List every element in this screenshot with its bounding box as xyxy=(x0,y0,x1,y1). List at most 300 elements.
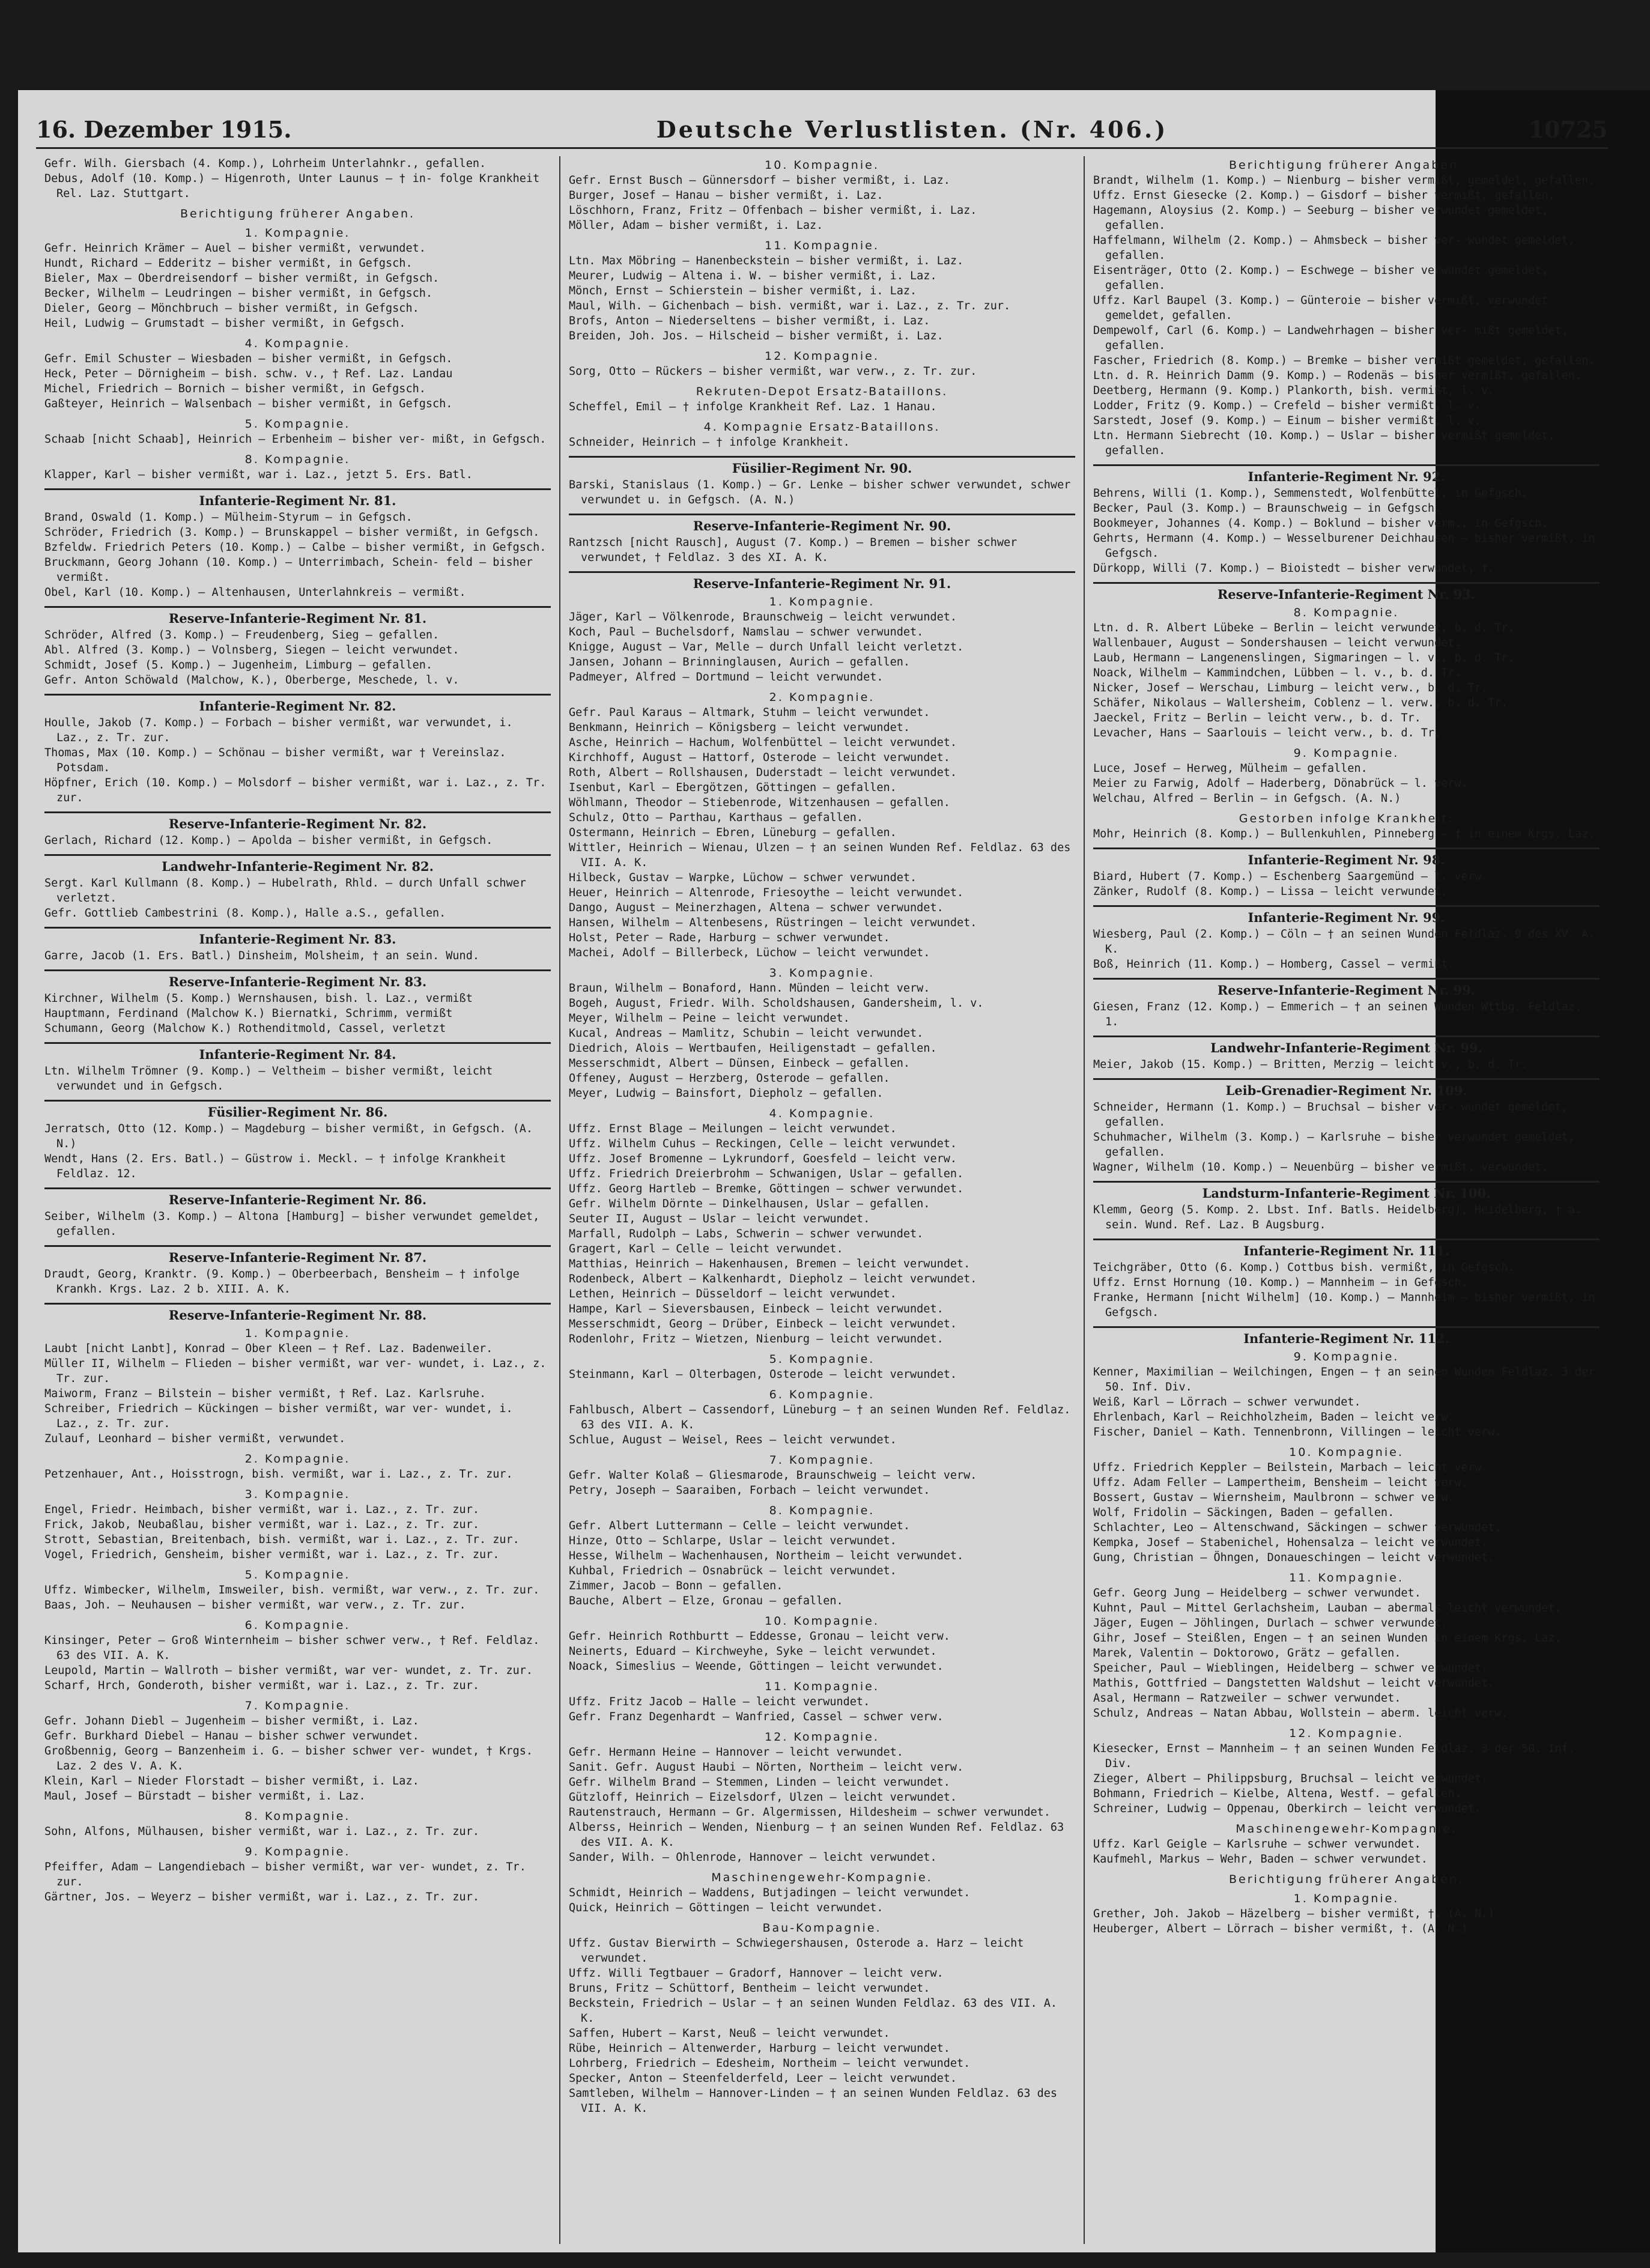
casualty-entry: Fascher, Friedrich (8. Komp.) — Bremke — bisher vermißt gemeldet, gefallen. xyxy=(1093,354,1595,367)
casualty-entry: Kenner, Maximilian — Weilchingen, Engen — † an seinen Wunden Feldlaz. 3 der 50. Inf. Div. xyxy=(1093,1366,1595,1393)
regiment-heading: Reserve-Infanterie-Regiment Nr. 86. xyxy=(44,1187,551,1209)
casualty-entry: Ltn. d. R. Heinrich Damm (9. Komp.) — Rodenäs — bisher vermißt, gefallen. xyxy=(1093,369,1582,382)
section xyxy=(1093,812,1600,841)
casualty-entry: Ehrlenbach, Karl — Reichholzheim, Baden — leicht verw. xyxy=(1093,1411,1455,1424)
casualty-entry: Koch, Paul — Buchelsdorf, Namslau — schwer verwundet. xyxy=(569,626,924,638)
casualty-entry: Dürkopp, Willi (7. Komp.) — Bioistedt — bisher verwundet, †. xyxy=(1093,562,1495,575)
casualty-entry: Dieler, Georg — Mönchbruch — bisher vermißt, in Gefgsch. xyxy=(44,302,419,315)
casualty-entry: Bossert, Gustav — Wiernsheim, Maulbronn — schwer verw. xyxy=(1093,1491,1455,1504)
casualty-entry: Gefr. Hermann Heine — Hannover — leicht verwundet. xyxy=(569,1746,903,1759)
company-subheading: 3. Kompagnie. xyxy=(244,1488,351,1501)
casualty-entry: Ltn. Hermann Siebrecht (10. Komp.) — Uslar — bisher vermißt gemeldet, gefallen. xyxy=(1093,429,1555,457)
casualty-entry: Strott, Sebastian, Breitenbach, bish. vermißt, war i. Laz., z. Tr. zur. xyxy=(44,1533,520,1546)
casualty-entry: Sander, Wilh. — Ohlenrode, Hannover — leicht verwundet. xyxy=(569,1851,937,1864)
section xyxy=(569,1353,1075,1382)
header-page-number: 10725 xyxy=(1528,115,1608,143)
casualty-entry: Bieler, Max — Oberdreisendorf — bisher vermißt, in Gefgsch. xyxy=(44,272,440,285)
casualty-entry: Bzfeldw. Friedrich Peters (10. Komp.) — Calbe — bisher vermißt, in Gefgsch. xyxy=(44,541,547,554)
regiment-heading: Infanterie-Regiment Nr. 99. xyxy=(1093,905,1600,927)
section xyxy=(569,1680,1075,1724)
casualty-entry: Hampe, Karl — Sieversbausen, Einbeck — leicht verwundet. xyxy=(569,1303,944,1315)
column-1 xyxy=(36,156,560,2244)
regiment-heading: Reserve-Infanterie-Regiment Nr. 83. xyxy=(44,969,551,991)
section xyxy=(1093,1892,1600,1936)
casualty-entry: Rodenbeck, Albert — Kalkenhardt, Diepholz — leicht verwundet. xyxy=(569,1273,977,1285)
casualty-entry: Sergt. Karl Kullmann (8. Komp.) — Hubelrath, Rhld. — durch Unfall schwer verletzt. xyxy=(44,877,526,905)
casualty-entry: Zänker, Rudolf (8. Komp.) — Lissa — leicht verwundet. xyxy=(1093,885,1448,898)
casualty-entry: Petry, Joseph — Saaraiben, Forbach — leicht verwundet. xyxy=(569,1484,930,1497)
section xyxy=(569,1504,1075,1609)
regiment-heading: Reserve-Infanterie-Regiment Nr. 91. xyxy=(569,571,1075,593)
column-2 xyxy=(560,156,1085,2244)
casualty-entry: Maiworm, Franz — Bilstein — bisher vermißt, † Ref. Laz. Karlsruhe. xyxy=(44,1387,487,1400)
casualty-entry: Ltn. Max Möbring — Hanenbeckstein — bisher vermißt, i. Laz. xyxy=(569,255,964,267)
casualty-entry: Draudt, Georg, Kranktr. (9. Komp.) — Oberbeerbach, Bensheim — † infolge Krankh. Krgs. Laz. 2 b. XIII. A. K. xyxy=(44,1268,520,1296)
casualty-entry: Weiß, Karl — Lörrach — schwer verwundet. xyxy=(1093,1396,1361,1408)
casualty-entry: Uffz. Ernst Giesecke (2. Komp.) — Gisdorf — bisher vermißt, gefallen. xyxy=(1093,189,1555,202)
casualty-entry: Bohmann, Friedrich — Kielbe, Altena, Westf. — gefallen. xyxy=(1093,1787,1461,1800)
casualty-entry: Barski, Stanislaus (1. Komp.) — Gr. Lenke — bisher schwer verwundet, schwer verwundet u. in Gefgsch. (A. N.) xyxy=(569,479,1071,506)
regiment-heading: Landwehr-Infanterie-Regiment Nr. 82. xyxy=(44,854,551,876)
casualty-entry: Lodder, Fritz (9. Komp.) — Crefeld — bisher vermißt, l. v. xyxy=(1093,399,1482,412)
casualty-entry: Houlle, Jakob (7. Komp.) — Forbach — bisher vermißt, war verwundet, i. Laz., z. Tr. zur. xyxy=(44,717,513,744)
casualty-entry: Franke, Hermann [nicht Wilhelm] (10. Komp.) — Mannheim — bisher vermißt, in Gefgsch. xyxy=(1093,1291,1595,1319)
casualty-entry: Meyer, Wilhelm — Peine — leicht verwundet. xyxy=(569,1012,850,1025)
regiment-heading: Reserve-Infanterie-Regiment Nr. 88. xyxy=(44,1303,551,1324)
section xyxy=(1093,582,1600,741)
company-subheading: 5. Kompagnie. xyxy=(244,1568,351,1581)
casualty-entry: Wittler, Heinrich — Wienau, Ulzen — † an seinen Wunden Ref. Feldlaz. 63 des VII. A. K. xyxy=(569,841,1071,869)
header-title: Deutsche Verlustlisten. (Nr. 406.) xyxy=(656,115,1168,143)
casualty-entry: Schreiber, Friedrich — Kückingen — bisher vermißt, war ver- wundet, i. Laz., z. Tr. zur. xyxy=(44,1402,513,1430)
casualty-entry: Heil, Ludwig — Grumstadt — bisher vermißt, in Gefgsch. xyxy=(44,317,406,330)
casualty-entry: Messerschmidt, Georg — Drüber, Einbeck — leicht verwundet. xyxy=(569,1318,957,1330)
casualty-entry: Maul, Wilh. — Gichenbach — bish. vermißt, war i. Laz., z. Tr. zur. xyxy=(569,300,1011,312)
casualty-entry: Kaufmehl, Markus — Wehr, Baden — schwer verwundet. xyxy=(1093,1853,1428,1866)
casualty-entry: Hesse, Wilhelm — Wachenhausen, Northeim — leicht verwundet. xyxy=(569,1550,964,1562)
casualty-entry: Offeney, August — Herzberg, Osterode — gefallen. xyxy=(569,1072,890,1085)
section xyxy=(1093,1571,1600,1721)
casualty-entry: Schaab [nicht Schaab], Heinrich — Erbenheim — bisher ver- mißt, in Gefgsch. xyxy=(44,433,547,446)
casualty-entry: Diedrich, Alois — Wertbaufen, Heiligenstadt — gefallen. xyxy=(569,1042,937,1055)
company-subheading: 6. Kompagnie. xyxy=(769,1388,875,1401)
casualty-entry: Sohn, Alfons, Mülhausen, bisher vermißt, war i. Laz., z. Tr. zur. xyxy=(44,1825,479,1838)
casualty-entry: Wöhlmann, Theodor — Stiebenrode, Witzenhausen — gefallen. xyxy=(569,796,950,809)
casualty-entry: Ostermann, Heinrich — Ebren, Lüneburg — gefallen. xyxy=(569,826,897,839)
company-subheading: 1. Kompagnie. xyxy=(1293,1892,1400,1905)
section xyxy=(569,571,1075,685)
section xyxy=(44,1452,551,1482)
casualty-entry: Speicher, Paul — Wieblingen, Heidelberg — schwer verwundet. xyxy=(1093,1662,1488,1675)
casualty-entry: Asal, Hermann — Ratzweiler — schwer verwundet. xyxy=(1093,1692,1401,1705)
regiment-heading: Füsilier-Regiment Nr. 86. xyxy=(44,1100,551,1121)
casualty-entry: Zulauf, Leonhard — bisher vermißt, verwundet. xyxy=(44,1433,346,1445)
casualty-entry: Bookmeyer, Johannes (4. Komp.) — Boklund — bisher verm., in Gefgsch. xyxy=(1093,517,1548,530)
section xyxy=(44,1568,551,1613)
section xyxy=(44,606,551,688)
casualty-entry: Baas, Joh. — Neuhausen — bisher vermißt, war verw., z. Tr. zur. xyxy=(44,1599,466,1612)
casualty-entry: Isenbut, Karl — Ebergötzen, Göttingen — gefallen. xyxy=(569,781,897,794)
casualty-entry: Behrens, Willi (1. Komp.), Semmenstedt, Wolfenbüttel, in Gefgsch. xyxy=(1093,487,1528,500)
section xyxy=(44,927,551,963)
casualty-entry: Gefr. Franz Degenhardt — Wanfried, Cassel — schwer verw. xyxy=(569,1711,944,1723)
section xyxy=(569,1454,1075,1498)
company-subheading: 4. Kompagnie. xyxy=(244,337,351,350)
casualty-entry: Uffz. Josef Bromenne — Lykrundorf, Goesfeld — leicht verw. xyxy=(569,1153,957,1165)
company-subheading: 5. Kompagnie. xyxy=(769,1353,875,1366)
casualty-entry: Saffen, Hubert — Karst, Neuß — leicht verwundet. xyxy=(569,2027,890,2040)
section xyxy=(1093,847,1600,899)
casualty-entry: Uffz. Georg Hartleb — Bremke, Göttingen — schwer verwundet. xyxy=(569,1183,964,1195)
regiment-heading: Infanterie-Regiment Nr. 92. xyxy=(1093,464,1600,486)
casualty-entry: Gefr. Walter Kolaß — Gliesmarode, Braunschweig — leicht verw. xyxy=(569,1469,977,1482)
casualty-entry: Pfeiffer, Adam — Langendiebach — bisher vermißt, war ver- wundet, z. Tr. zur. xyxy=(44,1861,526,1888)
casualty-entry: Rantzsch [nicht Rausch], August (7. Komp.) — Bremen — bisher schwer verwundet, † Feldlaz. 3 des XI. A. K. xyxy=(569,536,1018,564)
casualty-entry: Klein, Karl — Nieder Florstadt — bisher vermißt, i. Laz. xyxy=(44,1775,419,1787)
casualty-entry: Möller, Adam — bisher vermißt, i. Laz. xyxy=(569,219,823,232)
section xyxy=(44,226,551,331)
casualty-entry: Asche, Heinrich — Hachum, Wolfenbüttel — leicht verwundet. xyxy=(569,736,957,749)
casualty-entry: Jaeckel, Fritz — Berlin — leicht verw., b. d. Tr. xyxy=(1093,712,1421,724)
casualty-entry: Uffz. Friedrich Dreierbrohm — Schwanigen, Uslar — gefallen. xyxy=(569,1168,964,1180)
casualty-entry: Gaßteyer, Heinrich — Walsenbach — bisher vermißt, in Gefgsch. xyxy=(44,398,453,410)
casualty-entry: Frick, Jakob, Neubaßlau, bisher vermißt, war i. Laz., z. Tr. zur. xyxy=(44,1518,479,1531)
casualty-entry: Laubt [nicht Lanbt], Konrad — Ober Kleen — † Ref. Laz. Badenweiler. xyxy=(44,1342,493,1355)
casualty-entry: Boß, Heinrich (11. Komp.) — Homberg, Cassel — vermißt. xyxy=(1093,958,1455,971)
casualty-entry: Gefr. Wilhelm Brand — Stemmen, Linden — leicht verwundet. xyxy=(569,1776,950,1789)
casualty-entry: Hundt, Richard — Edderitz — bisher vermißt, in Gefgsch. xyxy=(44,257,413,270)
section xyxy=(569,420,1075,450)
casualty-entry: Scharf, Hrch, Gonderoth, bisher vermißt, war i. Laz., z. Tr. zur. xyxy=(44,1679,479,1692)
company-subheading: 9. Kompagnie. xyxy=(244,1845,351,1858)
casualty-entry: Schmidt, Josef (5. Komp.) — Jugenheim, Limburg — gefallen. xyxy=(44,659,433,672)
casualty-entry: Fahlbusch, Albert — Cassendorf, Lüneburg — † an seinen Wunden Ref. Feldlaz. 63 des VII. A. K. xyxy=(569,1404,1071,1431)
section xyxy=(569,1615,1075,1674)
section xyxy=(44,156,551,201)
company-subheading: 4. Kompagnie. xyxy=(769,1107,875,1120)
casualty-entry: Leupold, Martin — Wallroth — bisher vermißt, war ver- wundet, z. Tr. zur. xyxy=(44,1664,533,1677)
company-subheading: 8. Kompagnie. xyxy=(769,1504,875,1517)
casualty-entry: Petzenhauer, Ant., Hoisstrogn, bish. vermißt, war i. Laz., z. Tr. zur. xyxy=(44,1468,513,1481)
company-subheading: Bau-Kompagnie. xyxy=(762,1921,882,1935)
header-issue: (Nr. 406.) xyxy=(1019,115,1168,143)
casualty-entry: Gefr. Ernst Busch — Günnersdorf — bisher vermißt, i. Laz. xyxy=(569,174,950,187)
section xyxy=(569,1107,1075,1347)
casualty-entry: Müller II, Wilhelm — Flieden — bisher vermißt, war ver- wundet, i. Laz., z. Tr. zur. xyxy=(44,1357,547,1385)
casualty-entry: Specker, Anton — Steenfelderfeld, Leer — leicht verwundet. xyxy=(569,2072,957,2085)
casualty-entry: Meier, Jakob (15. Komp.) — Britten, Merzig — leicht v., b. d. Tr. xyxy=(1093,1058,1528,1071)
casualty-entry: Becker, Wilhelm — Leudringen — bisher vermißt, in Gefgsch. xyxy=(44,287,433,300)
casualty-entry: Gefr. Heinrich Krämer — Auel — bisher vermißt, verwundet. xyxy=(44,242,426,255)
company-subheading: Berichtigung früherer Angaben. xyxy=(1228,159,1464,172)
casualty-entry: Gefr. Paul Karaus — Altmark, Stuhm — leicht verwundet. xyxy=(569,706,930,719)
casualty-entry: Michel, Friedrich — Bornich — bisher vermißt, in Gefgsch. xyxy=(44,383,426,395)
casualty-entry: Rodenlohr, Fritz — Wietzen, Nienburg — leicht verwundet. xyxy=(569,1333,944,1345)
section xyxy=(44,417,551,447)
casualty-entry: Uffz. Ernst Hornung (10. Komp.) — Mannheim — in Gefgsch. xyxy=(1093,1276,1468,1289)
casualty-entry: Neinerts, Eduard — Kirchweyhe, Syke — leicht verwundet. xyxy=(569,1645,937,1658)
company-subheading: 9. Kompagnie. xyxy=(1293,747,1400,760)
casualty-entry: Ltn. Wilhelm Trömner (9. Komp.) — Veltheim — bisher vermißt, leicht verwundet und in Gefgsch. xyxy=(44,1065,493,1093)
casualty-entry: Wendt, Hans (2. Ers. Batl.) — Güstrow i. Meckl. — † infolge Krankheit Feldlaz. 12. xyxy=(44,1153,506,1180)
casualty-entry: Klemm, Georg (5. Komp. 2. Lbst. Inf. Batls. Heidelberg), Heidelberg, † a. sein. Wund. Ref. Laz. B Augsburg. xyxy=(1093,1204,1582,1231)
section xyxy=(569,1388,1075,1448)
casualty-entry: Gefr. Burkhard Diebel — Hanau — bisher schwer verwundet. xyxy=(44,1730,419,1742)
section xyxy=(1093,1873,1600,1886)
section xyxy=(569,1921,1075,2116)
casualty-entry: Jerratsch, Otto (12. Komp.) — Magdeburg — bisher vermißt, in Gefgsch. (A. N.) xyxy=(44,1123,533,1150)
section xyxy=(44,1699,551,1804)
regiment-heading: Reserve-Infanterie-Regiment Nr. 99. xyxy=(1093,978,1600,999)
casualty-entry: Schumann, Georg (Malchow K.) Rothenditmold, Cassel, verletzt xyxy=(44,1022,446,1035)
section xyxy=(569,239,1075,344)
casualty-entry: Alberss, Heinrich — Wenden, Nienburg — † an seinen Wunden Ref. Feldlaz. 63 des VII. A. K. xyxy=(569,1821,1064,1849)
company-subheading: 11. Kompagnie. xyxy=(765,239,879,252)
casualty-entry: Schröder, Friedrich (3. Komp.) — Brunskappel — bisher vermißt, in Gefgsch. xyxy=(44,526,540,539)
casualty-entry: Breiden, Joh. Jos. — Hilscheid — bisher vermißt, i. Laz. xyxy=(569,330,944,342)
casualty-entry: Messerschmidt, Albert — Dünsen, Einbeck — gefallen. xyxy=(569,1057,911,1070)
casualty-entry: Kempka, Josef — Stabenichel, Hohensalza — leicht verwundet. xyxy=(1093,1536,1488,1549)
casualty-entry: Giesen, Franz (12. Komp.) — Emmerich — † an seinen Wunden Wttbg. Feldlaz. 1. xyxy=(1093,1001,1582,1028)
casualty-entry: Gragert, Karl — Celle — leicht verwundet. xyxy=(569,1243,843,1255)
section xyxy=(569,514,1075,565)
casualty-entry: Brandt, Wilhelm (1. Komp.) — Nienburg — bisher vermißt, gemeldet, gefallen. xyxy=(1093,174,1595,187)
casualty-entry: Burger, Josef — Hanau — bisher vermißt, i. Laz. xyxy=(569,189,884,202)
casualty-entry: Uffz. Karl Baupel (3. Komp.) — Günteroie — bisher vermißt, verwundet gemeldet, gefallen. xyxy=(1093,294,1548,322)
casualty-entry: Matthias, Heinrich — Hakenhausen, Bremen — leicht verwundet. xyxy=(569,1258,971,1270)
casualty-entry: Hauptmann, Ferdinand (Malchow K.) Biernatki, Schrimm, vermißt xyxy=(44,1007,453,1020)
casualty-entry: Marfall, Rudolph — Labs, Schwerin — schwer verwundet. xyxy=(569,1228,924,1240)
casualty-entry: Abl. Alfred (3. Komp.) — Volnsberg, Siegen — leicht verwundet. xyxy=(44,644,460,656)
casualty-entry: Gung, Christian — Öhngen, Donaueschingen — leicht verwundet. xyxy=(1093,1551,1495,1564)
section xyxy=(44,1619,551,1693)
casualty-entry: Gefr. Heinrich Rothburtt — Eddesse, Gronau — leicht verw. xyxy=(569,1630,950,1643)
casualty-entry: Schröder, Alfred (3. Komp.) — Freudenberg, Sieg — gefallen. xyxy=(44,629,440,641)
header-date: 16. Dezember 1915. xyxy=(36,115,292,143)
casualty-entry: Gefr. Wilh. Giersbach (4. Komp.), Lohrheim Unterlahnkr., gefallen. xyxy=(44,157,487,170)
casualty-entry: Levacher, Hans — Saarlouis — leicht verw., b. d. Tr. xyxy=(1093,727,1442,739)
casualty-entry: Holst, Peter — Rade, Harburg — schwer verwundet. xyxy=(569,932,890,944)
casualty-entry: Heuberger, Albert — Lörrach — bisher vermißt, †. (A. N.) xyxy=(1093,1923,1468,1935)
casualty-entry: Fischer, Daniel — Kath. Tennenbronn, Villingen — leicht verw. xyxy=(1093,1426,1502,1439)
section xyxy=(44,854,551,921)
casualty-entry: Kiesecker, Ernst — Mannheim — † an seinen Wunden Feldlaz. 3 der 50. Inf. Div. xyxy=(1093,1742,1575,1770)
casualty-entry: Schneider, Hermann (1. Komp.) — Bruchsal — bisher ver- wundet gemeldet, gefallen. xyxy=(1093,1101,1568,1129)
section xyxy=(569,691,1075,960)
casualty-entry: Lohrberg, Friedrich — Edesheim, Northeim — leicht verwundet. xyxy=(569,2057,971,2070)
section xyxy=(1093,1078,1600,1175)
casualty-entry: Hinze, Otto — Schlarpe, Uslar — leicht verwundet. xyxy=(569,1535,897,1547)
company-subheading: Rekruten-Depot Ersatz-Bataillons. xyxy=(696,385,948,398)
section xyxy=(1093,1035,1600,1072)
casualty-entry: Uffz. Willi Tegtbauer — Gradorf, Hannover — leicht verw. xyxy=(569,1967,944,1980)
company-subheading: 2. Kompagnie. xyxy=(769,691,875,704)
casualty-entry: Jäger, Eugen — Jöhlingen, Durlach — schwer verwundet. xyxy=(1093,1617,1448,1630)
casualty-entry: Schuhmacher, Wilhelm (3. Komp.) — Karlsruhe — bisher verwundet gemeldet, gefallen. xyxy=(1093,1131,1575,1159)
casualty-entry: Gärtner, Jos. — Weyerz — bisher vermißt, war i. Laz., z. Tr. zur. xyxy=(44,1891,479,1903)
regiment-heading: Infanterie-Regiment Nr. 81. xyxy=(44,488,551,510)
company-subheading: 12. Kompagnie. xyxy=(765,1730,879,1744)
casualty-entry: Gehrts, Hermann (4. Komp.) — Wesselburener Deichhausen — bisher vermißt, in Gefgsch. xyxy=(1093,532,1595,560)
section xyxy=(44,1810,551,1839)
section xyxy=(44,1488,551,1562)
section xyxy=(44,488,551,600)
casualty-entry: Rübe, Heinrich — Altenwerder, Harburg — leicht verwundet. xyxy=(569,2042,950,2055)
section xyxy=(1093,1326,1600,1440)
casualty-entry: Mohr, Heinrich (8. Komp.) — Bullenkuhlen, Pinneberg — † in einem Krgs. Laz. xyxy=(1093,828,1595,840)
casualty-entry: Noack, Wilhelm — Kammindchen, Lübben — l. v., b. d. Tr. xyxy=(1093,667,1461,679)
casualty-entry: Bruns, Fritz — Schüttorf, Bentheim — leicht verwundet. xyxy=(569,1982,930,1995)
casualty-entry: Gihr, Josef — Steißlen, Engen — † an seinen Wunden in einem Krgs. Laz. xyxy=(1093,1632,1562,1645)
company-subheading: 10. Kompagnie. xyxy=(765,1615,879,1628)
casualty-entry: Jansen, Johann — Brinninglausen, Aurich — gefallen. xyxy=(569,656,911,669)
company-subheading: 7. Kompagnie. xyxy=(769,1454,875,1467)
casualty-entry: Heck, Peter — Dörnigheim — bish. schw. v., † Ref. Laz. Landau xyxy=(44,368,453,380)
regiment-heading: Infanterie-Regiment Nr. 82. xyxy=(44,694,551,715)
company-subheading: 11. Kompagnie. xyxy=(765,1680,879,1693)
regiment-heading: Reserve-Infanterie-Regiment Nr. 90. xyxy=(569,514,1075,535)
company-subheading: 1. Kompagnie. xyxy=(769,595,875,608)
casualty-entry: Roth, Albert — Rollshausen, Duderstadt — leicht verwundet. xyxy=(569,766,957,779)
casualty-entry: Gefr. Gottlieb Cambestrini (8. Komp.), Halle a.S., gefallen. xyxy=(44,907,446,920)
section xyxy=(44,207,551,220)
casualty-entry: Brofs, Anton — Niederseltens — bisher vermißt, i. Laz. xyxy=(569,315,930,327)
casualty-entry: Hansen, Wilhelm — Altenbesens, Rüstringen — leicht verwundet. xyxy=(569,917,977,929)
casualty-entry: Gefr. Anton Schöwald (Malchow, K.), Oberberge, Meschede, l. v. xyxy=(44,674,460,687)
casualty-entry: Bruckmann, Georg Johann (10. Komp.) — Unterrimbach, Schein- feld — bisher vermißt. xyxy=(44,556,533,584)
casualty-entry: Scheffel, Emil — † infolge Krankheit Ref. Laz. 1 Hanau. xyxy=(569,401,937,413)
casualty-entry: Ltn. d. R. Albert Lübeke — Berlin — leicht verwundet, b. d. Tr. xyxy=(1093,622,1515,634)
casualty-entry: Wallenbauer, August — Sondershausen — leicht verwundet. xyxy=(1093,637,1461,649)
company-subheading: Maschinengewehr-Kompagnie. xyxy=(1236,1822,1457,1836)
section xyxy=(569,350,1075,379)
casualty-entry: Hagemann, Aloysius (2. Komp.) — Seeburg — bisher verwundet gemeldet, gefallen. xyxy=(1093,204,1548,232)
company-subheading: 10. Kompagnie. xyxy=(765,159,879,172)
section xyxy=(44,969,551,1036)
casualty-entry: Mathis, Gottfried — Dangstetten Waldshut — leicht verwundet. xyxy=(1093,1677,1495,1690)
text-columns xyxy=(36,156,1608,2244)
casualty-entry: Wolf, Fridolin — Säckingen, Baden — gefallen. xyxy=(1093,1506,1395,1519)
casualty-entry: Rautenstrauch, Hermann — Gr. Algermissen, Hildesheim — schwer verwundet. xyxy=(569,1806,1051,1819)
company-subheading: 10. Kompagnie. xyxy=(1289,1446,1404,1459)
casualty-entry: Teichgräber, Otto (6. Komp.) Cottbus bish. vermißt, in Gefgsch. xyxy=(1093,1261,1515,1274)
casualty-entry: Wagner, Wilhelm (10. Komp.) — Neuenbürg — bisher vermißt, verwundet. xyxy=(1093,1161,1548,1174)
section xyxy=(44,1187,551,1239)
casualty-entry: Uffz. Friedrich Keppler — Beilstein, Marbach — leicht verw. xyxy=(1093,1461,1488,1474)
casualty-entry: Kirchhoff, August — Hattorf, Osterode — leicht verwundet. xyxy=(569,751,950,764)
casualty-entry: Nicker, Josef — Werschau, Limburg — leicht verw., b. d. Tr. xyxy=(1093,682,1488,694)
casualty-entry: Sorg, Otto — Rückers — bisher vermißt, war verw., z. Tr. zur. xyxy=(569,365,977,378)
section xyxy=(44,1100,551,1181)
casualty-entry: Samtleben, Wilhelm — Hannover-Linden — † an seinen Wunden Feldlaz. 63 des VII. A. K. xyxy=(569,2087,1058,2115)
company-subheading: 9. Kompagnie. xyxy=(1293,1350,1400,1363)
casualty-entry: Gefr. Georg Jung — Heidelberg — schwer verwundet. xyxy=(1093,1587,1421,1599)
section xyxy=(44,1845,551,1905)
casualty-entry: Gerlach, Richard (12. Komp.) — Apolda — bisher vermißt, in Gefgsch. xyxy=(44,834,493,847)
section xyxy=(1093,1446,1600,1565)
company-subheading: Berichtigung früherer Angaben. xyxy=(180,207,416,220)
casualty-entry: Klapper, Karl — bisher vermißt, war i. Laz., jetzt 5. Ers. Batl. xyxy=(44,468,473,481)
regiment-heading: Infanterie-Regiment Nr. 84. xyxy=(44,1042,551,1064)
section xyxy=(44,1303,551,1446)
section xyxy=(569,966,1075,1101)
regiment-heading: Reserve-Infanterie-Regiment Nr. 87. xyxy=(44,1245,551,1267)
casualty-entry: Steinmann, Karl — Olterbagen, Osterode — leicht verwundet. xyxy=(569,1368,957,1381)
company-subheading: 5. Kompagnie. xyxy=(244,417,351,431)
casualty-entry: Schulz, Otto — Parthau, Karthaus — gefallen. xyxy=(569,811,864,824)
casualty-entry: Braun, Wilhelm — Bonaford, Hann. Münden — leicht verw. xyxy=(569,982,930,995)
casualty-entry: Höpfner, Erich (10. Komp.) — Molsdorf — bisher vermißt, war i. Laz., z. Tr. zur. xyxy=(44,777,547,804)
company-subheading: 3. Kompagnie. xyxy=(769,966,875,980)
casualty-entry: Seiber, Wilhelm (3. Komp.) — Altona [Hamburg] — bisher verwundet gemeldet, gefallen. xyxy=(44,1210,540,1238)
casualty-entry: Löschhorn, Franz, Fritz — Offenbach — bisher vermißt, i. Laz. xyxy=(569,204,977,217)
casualty-entry: Uffz. Fritz Jacob — Halle — leicht verwundet. xyxy=(569,1696,870,1708)
casualty-entry: Uffz. Gustav Bierwirth — Schwiegershausen, Osterode a. Harz — leicht verwundet. xyxy=(569,1937,1024,1965)
casualty-entry: Sarstedt, Josef (9. Komp.) — Einum — bisher vermißt, l. v. xyxy=(1093,414,1482,427)
section xyxy=(44,453,551,482)
casualty-entry: Jäger, Karl — Völkenrode, Braunschweig — leicht verwundet. xyxy=(569,611,957,623)
casualty-entry: Großbennig, Georg — Banzenheim i. G. — bisher schwer ver- wundet, † Krgs. Laz. 2 des V. A. K. xyxy=(44,1745,533,1772)
regiment-heading: Infanterie-Regiment Nr. 98. xyxy=(1093,847,1600,869)
casualty-entry: Uffz. Karl Geigle — Karlsruhe — schwer verwundet. xyxy=(1093,1838,1421,1851)
section xyxy=(1093,1822,1600,1867)
company-subheading: 8. Kompagnie. xyxy=(244,1810,351,1823)
casualty-entry: Haffelmann, Wilhelm (2. Komp.) — Ahmsbeck — bisher ver- wundet gemeldet, gefallen. xyxy=(1093,234,1575,262)
section xyxy=(569,1730,1075,1865)
section xyxy=(1093,905,1600,972)
casualty-entry: Mönch, Ernst — Schierstein — bisher vermißt, i. Laz. xyxy=(569,285,917,297)
casualty-entry: Bogeh, August, Friedr. Wilh. Scholdshausen, Gandersheim, l. v. xyxy=(569,997,984,1010)
company-subheading: 8. Kompagnie. xyxy=(244,453,351,466)
section xyxy=(569,1871,1075,1915)
casualty-entry: Schreiner, Ludwig — Oppenau, Oberkirch — leicht verwundet. xyxy=(1093,1803,1482,1815)
casualty-entry: Meurer, Ludwig — Altena i. W. — bisher vermißt, i. Laz. xyxy=(569,270,937,282)
section xyxy=(44,1042,551,1094)
casualty-entry: Wiesberg, Paul (2. Komp.) — Cöln — † an seinen Wunden Feldlaz. 9 des XV. A. K. xyxy=(1093,928,1595,956)
section xyxy=(1093,159,1600,458)
section xyxy=(1093,978,1600,1029)
casualty-entry: Thomas, Max (10. Komp.) — Schönau — bisher vermißt, war † Vereinslaz. Potsdam. xyxy=(44,747,506,774)
casualty-entry: Schulz, Andreas — Natan Abbau, Wollstein — aberm. leicht verw. xyxy=(1093,1707,1508,1720)
casualty-entry: Quick, Heinrich — Göttingen — leicht verwundet. xyxy=(569,1902,884,1914)
casualty-entry: Uffz. Wilhelm Cuhus — Reckingen, Celle — leicht verwundet. xyxy=(569,1138,957,1150)
company-subheading: 11. Kompagnie. xyxy=(1289,1571,1404,1584)
company-subheading: 12. Kompagnie. xyxy=(765,350,879,363)
regiment-heading: Infanterie-Regiment Nr. 112. xyxy=(1093,1326,1600,1348)
regiment-heading: Leib-Grenadier-Regiment Nr. 109. xyxy=(1093,1078,1600,1100)
casualty-entry: Beckstein, Friedrich — Uslar — † an seinen Wunden Feldlaz. 63 des VII. A. K. xyxy=(569,1997,1058,2025)
casualty-entry: Garre, Jacob (1. Ers. Batl.) Dinsheim, Molsheim, † an sein. Wund. xyxy=(44,950,479,962)
casualty-entry: Benkmann, Heinrich — Königsberg — leicht verwundet. xyxy=(569,721,911,734)
casualty-entry: Schlue, August — Weisel, Rees — leicht verwundet. xyxy=(569,1434,897,1446)
casualty-entry: Schneider, Heinrich — † infolge Krankheit. xyxy=(569,436,850,449)
casualty-entry: Lethen, Heinrich — Düsseldorf — leicht verwundet. xyxy=(569,1288,897,1300)
casualty-entry: Kinsinger, Peter — Groß Winternheim — bisher schwer verw., † Ref. Feldlaz. 63 des VII. A. K. xyxy=(44,1634,540,1662)
casualty-entry: Brand, Oswald (1. Komp.) — Mülheim-Styrum — in Gefgsch. xyxy=(44,511,413,524)
casualty-entry: Zieger, Albert — Philippsburg, Bruchsal — leicht verwundet. xyxy=(1093,1772,1488,1785)
company-subheading: 12. Kompagnie. xyxy=(1289,1727,1404,1740)
section xyxy=(1093,1181,1600,1233)
casualty-entry: Sanit. Gefr. August Haubi — Nörten, Northeim — leicht verw. xyxy=(569,1761,964,1774)
company-subheading: 7. Kompagnie. xyxy=(244,1699,351,1712)
regiment-heading: Reserve-Infanterie-Regiment Nr. 82. xyxy=(44,811,551,833)
company-subheading: Maschinengewehr-Kompagnie. xyxy=(711,1871,933,1884)
regiment-heading: Reserve-Infanterie-Regiment Nr. 93. xyxy=(1093,582,1600,604)
section xyxy=(1093,1239,1600,1320)
page-header xyxy=(36,111,1608,149)
casualty-entry: Dango, August — Meinerzhagen, Altena — schwer verwundet. xyxy=(569,902,944,914)
casualty-entry: Uffz. Ernst Blage — Meilungen — leicht verwundet. xyxy=(569,1123,897,1135)
